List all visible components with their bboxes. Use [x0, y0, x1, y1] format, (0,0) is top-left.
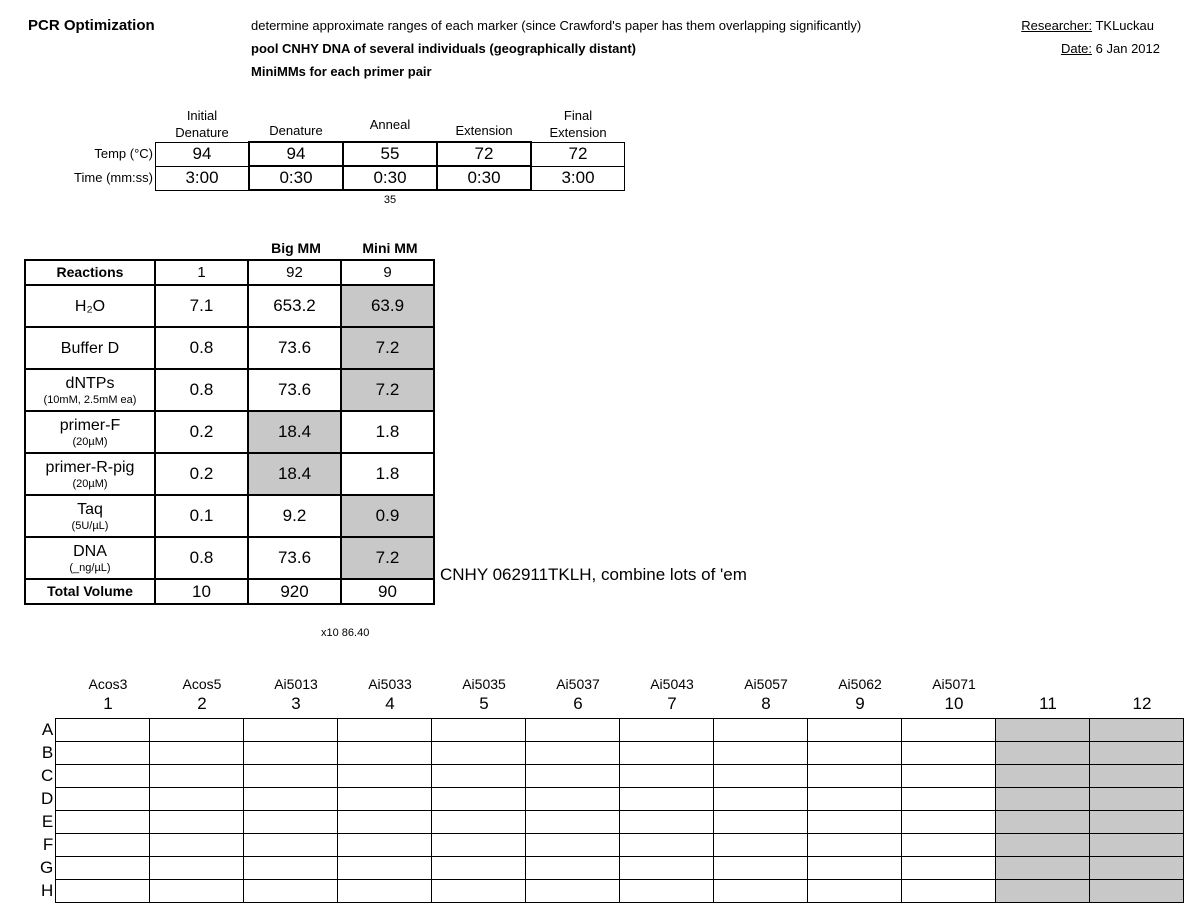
column-number: 8 [761, 694, 771, 713]
volume-cell: 0.1 [155, 495, 248, 537]
column-number: 9 [855, 694, 865, 713]
reagent-name: H₂O [25, 285, 155, 327]
researcher-value: TKLuckau [1095, 18, 1154, 33]
well[interactable] [1090, 834, 1184, 857]
well[interactable] [432, 719, 526, 742]
volume-cell: 0.2 [155, 411, 248, 453]
well[interactable] [244, 719, 338, 742]
row-label: C [40, 766, 54, 785]
well[interactable] [620, 834, 714, 857]
date-value: 6 Jan 2012 [1095, 41, 1160, 56]
reagent-row-buffer [25, 327, 434, 369]
researcher-label: Researcher: [1021, 18, 1093, 33]
volume-cell: 7.2 [341, 327, 434, 369]
column-number: 3 [291, 694, 301, 713]
step-header-anneal: Anneal [369, 117, 411, 132]
plate-row [40, 765, 1184, 788]
well[interactable] [526, 765, 620, 788]
well[interactable] [526, 742, 620, 765]
well[interactable] [620, 857, 714, 880]
volume-cell: 73.6 [248, 369, 341, 411]
cycling-table [155, 141, 625, 191]
well[interactable] [996, 834, 1090, 857]
row-label: G [40, 858, 54, 877]
plate-row [40, 742, 1184, 765]
well[interactable] [244, 765, 338, 788]
volume-cell: 1.8 [341, 411, 434, 453]
volume-cell: 0.8 [155, 537, 248, 579]
plate-row [40, 788, 1184, 811]
reagent-name: primer-F (20µM) [25, 411, 155, 453]
plate-row [40, 857, 1184, 880]
well[interactable] [338, 834, 432, 857]
well[interactable] [1090, 857, 1184, 880]
well[interactable] [902, 857, 996, 880]
well[interactable] [150, 719, 244, 742]
dna-note: CNHY 062911TKLH, combine lots of 'em [440, 565, 747, 584]
date-field [1061, 41, 1160, 56]
temp-cell: 72 [531, 142, 625, 166]
well[interactable] [432, 880, 526, 903]
reagent-row-water [25, 285, 434, 327]
well[interactable] [996, 719, 1090, 742]
total-cell: 90 [341, 579, 434, 604]
volume-cell: 0.8 [155, 369, 248, 411]
well[interactable] [432, 742, 526, 765]
well[interactable] [1090, 765, 1184, 788]
date-label: Date: [1060, 41, 1093, 56]
column-number: 10 [944, 694, 964, 713]
well[interactable] [714, 811, 808, 834]
plate-row [40, 834, 1184, 857]
temp-row [156, 142, 625, 166]
well[interactable] [714, 765, 808, 788]
total-cell: 920 [248, 579, 341, 604]
page-title: PCR Optimization [28, 17, 155, 34]
well[interactable] [56, 811, 150, 834]
well[interactable] [620, 765, 714, 788]
well[interactable] [338, 857, 432, 880]
well[interactable] [338, 719, 432, 742]
well[interactable] [526, 834, 620, 857]
well[interactable] [150, 742, 244, 765]
volume-cell: 9.2 [248, 495, 341, 537]
well[interactable] [526, 857, 620, 880]
well[interactable] [244, 857, 338, 880]
well[interactable] [432, 788, 526, 811]
temp-row-label: Temp (°C) [94, 146, 153, 161]
well[interactable] [902, 742, 996, 765]
well[interactable] [56, 880, 150, 903]
row-label: B [41, 743, 54, 762]
well[interactable] [432, 834, 526, 857]
column-number: 1 [103, 694, 113, 713]
well[interactable] [56, 719, 150, 742]
volume-cell: 63.9 [341, 285, 434, 327]
column-number: 4 [385, 694, 395, 713]
reagent-row-dntps [25, 369, 434, 411]
mini-mm-header: Mini MM [362, 240, 418, 256]
well[interactable] [808, 834, 902, 857]
well[interactable] [902, 834, 996, 857]
well[interactable] [338, 811, 432, 834]
reagent-name: Taq (5U/µL) [25, 495, 155, 537]
total-cell: 10 [155, 579, 248, 604]
well[interactable] [620, 742, 714, 765]
volume-cell: 0.9 [341, 495, 434, 537]
well[interactable] [808, 765, 902, 788]
well[interactable] [56, 834, 150, 857]
volume-cell: 0.2 [155, 453, 248, 495]
step-header-extension: Extension [455, 123, 513, 138]
well[interactable] [150, 857, 244, 880]
well[interactable] [808, 857, 902, 880]
mm-footnote: x10 86.40 [321, 627, 370, 639]
volume-cell: 73.6 [248, 537, 341, 579]
reagent-name: DNA (_ng/µL) [25, 537, 155, 579]
well[interactable] [996, 788, 1090, 811]
row-label: H [40, 881, 54, 900]
time-row-label: Time (mm:ss) [74, 170, 153, 185]
volume-cell: 73.6 [248, 327, 341, 369]
note-line-3: MiniMMs for each primer pair [251, 64, 432, 79]
well[interactable] [996, 880, 1090, 903]
well[interactable] [996, 765, 1090, 788]
step-header-denature: Denature [269, 123, 323, 138]
volume-cell: 18.4 [248, 453, 341, 495]
big-mm-header: Big MM [271, 240, 321, 256]
well[interactable] [996, 857, 1090, 880]
well[interactable] [714, 788, 808, 811]
well[interactable] [244, 742, 338, 765]
well[interactable] [714, 880, 808, 903]
researcher-field [1021, 18, 1154, 33]
step-header-initial-denature: Initial Denature [175, 108, 229, 140]
marker-label [1095, 676, 1189, 692]
row-label: E [41, 812, 54, 831]
volume-cell: 7.1 [155, 285, 248, 327]
marker-label: Acos3 [88, 676, 128, 692]
marker-label: Ai5037 [556, 676, 600, 692]
master-mix-table [24, 259, 435, 605]
marker-label: Ai5033 [368, 676, 412, 692]
temp-cell: 94 [156, 142, 250, 166]
well[interactable] [808, 880, 902, 903]
well[interactable] [244, 811, 338, 834]
marker-label: Ai5035 [462, 676, 506, 692]
well[interactable] [244, 834, 338, 857]
volume-cell: 18.4 [248, 411, 341, 453]
note-line-2: pool CNHY DNA of several individuals (geographically distant) [251, 41, 637, 56]
well[interactable] [338, 765, 432, 788]
well[interactable] [808, 811, 902, 834]
marker-label: Ai5043 [650, 676, 694, 692]
well[interactable] [714, 834, 808, 857]
well[interactable] [244, 880, 338, 903]
well[interactable] [620, 788, 714, 811]
well[interactable] [526, 811, 620, 834]
well[interactable] [714, 719, 808, 742]
well[interactable] [432, 811, 526, 834]
column-number: 2 [197, 694, 207, 713]
well[interactable] [1090, 788, 1184, 811]
well[interactable] [902, 880, 996, 903]
well[interactable] [56, 765, 150, 788]
well[interactable] [526, 788, 620, 811]
reagent-row-taq [25, 495, 434, 537]
well[interactable] [620, 880, 714, 903]
reagent-name: dNTPs (10mM, 2.5mM ea) [25, 369, 155, 411]
volume-cell: 7.2 [341, 537, 434, 579]
well[interactable] [338, 788, 432, 811]
well[interactable] [996, 811, 1090, 834]
plate-column-headers [61, 676, 1189, 714]
cycle-count: 35 [383, 194, 397, 206]
well[interactable] [526, 719, 620, 742]
volume-cell: 7.2 [341, 369, 434, 411]
reactions-row [25, 260, 434, 285]
well[interactable] [150, 765, 244, 788]
well[interactable] [620, 719, 714, 742]
well[interactable] [432, 765, 526, 788]
reactions-cell: 9 [341, 260, 434, 285]
marker-label: Ai5013 [274, 676, 318, 692]
reactions-cell: 1 [155, 260, 248, 285]
time-cell: 3:00 [531, 166, 625, 190]
time-cell: 0:30 [249, 166, 343, 190]
well[interactable] [1090, 811, 1184, 834]
well[interactable] [808, 719, 902, 742]
well[interactable] [150, 788, 244, 811]
well[interactable] [1090, 719, 1184, 742]
well[interactable] [150, 880, 244, 903]
temp-cell: 94 [249, 142, 343, 166]
volume-cell: 0.8 [155, 327, 248, 369]
temp-cell: 72 [437, 142, 531, 166]
well[interactable] [338, 742, 432, 765]
column-number: 5 [479, 694, 489, 713]
well[interactable] [56, 788, 150, 811]
step-header-final-extension: Final Extension [549, 108, 607, 140]
well[interactable] [1090, 880, 1184, 903]
marker-label [1001, 676, 1095, 692]
row-label: D [40, 789, 54, 808]
time-cell: 0:30 [343, 166, 437, 190]
row-label: F [42, 835, 54, 854]
reagent-name: primer-R-pig (20µM) [25, 453, 155, 495]
well[interactable] [432, 857, 526, 880]
well[interactable] [808, 742, 902, 765]
column-number: 6 [573, 694, 583, 713]
time-row [156, 166, 625, 190]
marker-label: Acos5 [182, 676, 222, 692]
reagent-row-dna [25, 537, 434, 579]
plate-grid [40, 718, 1184, 903]
well[interactable] [526, 880, 620, 903]
plate-row [40, 811, 1184, 834]
row-label: A [41, 720, 54, 739]
column-number: 12 [1132, 694, 1152, 713]
note-line-1: determine approximate ranges of each marker (since Crawford's paper has them overlapping significantly) [251, 18, 862, 33]
well[interactable] [902, 788, 996, 811]
total-row [25, 579, 434, 604]
marker-label: Ai5057 [744, 676, 788, 692]
column-number: 11 [1039, 694, 1057, 713]
reactions-cell: 92 [248, 260, 341, 285]
well[interactable] [338, 880, 432, 903]
reactions-label: Reactions [25, 260, 155, 285]
well[interactable] [808, 788, 902, 811]
volume-cell: 1.8 [341, 453, 434, 495]
well[interactable] [902, 765, 996, 788]
reagent-row-primer-r [25, 453, 434, 495]
well[interactable] [620, 811, 714, 834]
volume-cell: 653.2 [248, 285, 341, 327]
well[interactable] [1090, 742, 1184, 765]
marker-label: Ai5071 [932, 676, 976, 692]
plate-row [40, 880, 1184, 903]
well[interactable] [244, 788, 338, 811]
well[interactable] [150, 834, 244, 857]
well[interactable] [996, 742, 1090, 765]
well[interactable] [714, 742, 808, 765]
temp-cell: 55 [343, 142, 437, 166]
well[interactable] [902, 811, 996, 834]
well[interactable] [56, 742, 150, 765]
well[interactable] [902, 719, 996, 742]
reagent-name: Buffer D [25, 327, 155, 369]
time-cell: 3:00 [156, 166, 250, 190]
total-label: Total Volume [25, 579, 155, 604]
well[interactable] [714, 857, 808, 880]
well[interactable] [150, 811, 244, 834]
plate-row [40, 719, 1184, 742]
column-number: 7 [667, 694, 677, 713]
marker-label: Ai5062 [838, 676, 882, 692]
well[interactable] [56, 857, 150, 880]
reagent-row-primer-f [25, 411, 434, 453]
time-cell: 0:30 [437, 166, 531, 190]
